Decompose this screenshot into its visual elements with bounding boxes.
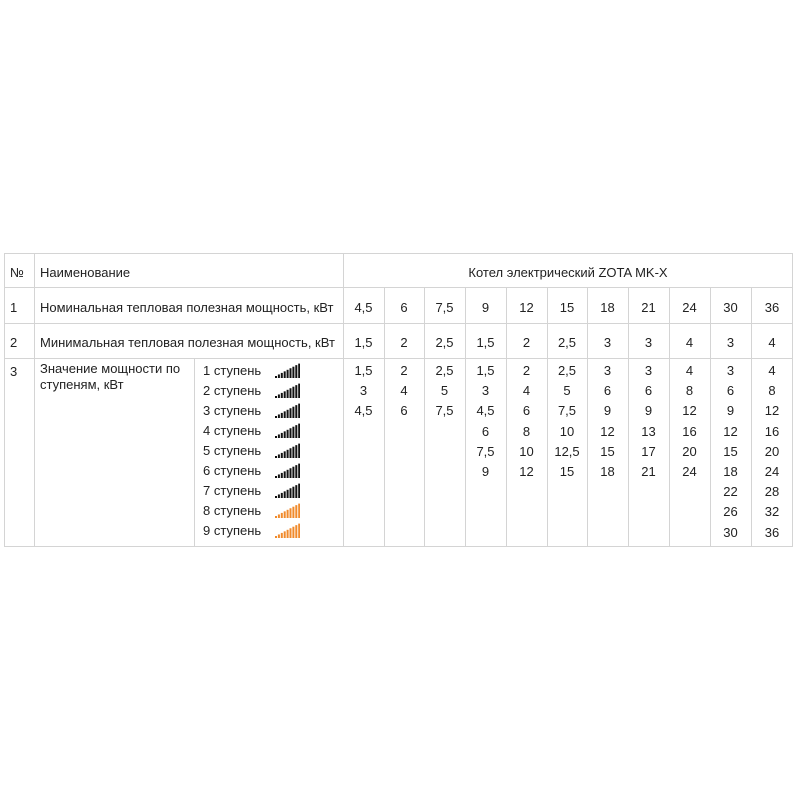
bar (281, 513, 283, 518)
grid-line (424, 287, 425, 547)
grid-line (4, 358, 793, 359)
stage-value: 20 (764, 443, 780, 459)
grid-line (628, 287, 629, 547)
stage-label: 5 ступень (203, 443, 262, 458)
stage-value-column (587, 361, 628, 482)
bar (298, 464, 300, 478)
grid-line (384, 287, 385, 547)
stage-value: 4 (522, 383, 531, 399)
bar (298, 484, 300, 498)
value-cell: 4 (768, 335, 776, 350)
stage-bars-icon (274, 442, 300, 458)
grid-line (4, 323, 793, 324)
bar (287, 390, 289, 398)
stage-value: 6 (726, 383, 735, 399)
grid-line (4, 287, 793, 288)
stage-value: 4,5 (354, 403, 373, 419)
stage-value-column (384, 361, 424, 422)
stage-value: 21 (641, 464, 656, 480)
stage-value: 12 (519, 464, 534, 480)
value-cell: 15 (559, 300, 575, 315)
stage-value: 1,5 (476, 363, 495, 378)
stage-value: 2 (400, 363, 408, 378)
stage-value: 5 (563, 383, 571, 399)
stage-value: 9 (481, 464, 490, 480)
stage-bars-icon (274, 382, 300, 398)
bar (290, 388, 292, 398)
bar (281, 433, 283, 438)
value-cell: 1,5 (476, 335, 495, 350)
grid-line (4, 253, 793, 254)
stage-value: 9 (644, 403, 653, 419)
bar (292, 447, 294, 458)
grid-line (547, 287, 548, 547)
stage-bars-icon (274, 482, 300, 498)
stage-value-column (751, 361, 793, 543)
stage-bars-icon (274, 522, 300, 538)
row-2-num: 2 (10, 335, 18, 350)
stage-value: 7,5 (476, 443, 495, 459)
bar (290, 368, 292, 378)
bar (298, 424, 300, 438)
stage-value: 18 (600, 464, 615, 480)
stage-label: 8 ступень (203, 503, 262, 518)
stage-value: 26 (723, 504, 738, 520)
stage-value: 7,5 (557, 403, 577, 419)
stage-value: 15 (723, 443, 738, 459)
stage-value: 9 (726, 403, 735, 419)
stage-value: 2 (522, 363, 531, 378)
stage-label: 2 ступень (203, 383, 262, 398)
bar (281, 373, 283, 378)
bar (275, 396, 277, 398)
bar (298, 504, 300, 518)
bar (292, 527, 294, 538)
stage-value: 3 (644, 363, 653, 378)
bar (292, 427, 294, 438)
grid-line (465, 287, 466, 547)
value-cell: 9 (481, 300, 490, 315)
stage-value: 36 (764, 524, 780, 540)
spec-table (4, 253, 793, 547)
bar (278, 374, 280, 378)
grid-line (4, 253, 5, 547)
bar (290, 508, 292, 518)
stage-value-column (343, 361, 384, 422)
stage-value: 8 (768, 383, 776, 399)
stage-value: 24 (682, 464, 697, 480)
bar (284, 531, 286, 538)
stage-value: 3 (726, 363, 735, 378)
stage-value: 2,5 (557, 363, 577, 378)
bar (292, 487, 294, 498)
grid-line (4, 546, 793, 547)
grid-line (710, 287, 711, 547)
stage-value-column (710, 361, 751, 543)
bar (295, 465, 297, 478)
grid-line (792, 253, 793, 547)
bar (292, 367, 294, 378)
bar (275, 536, 277, 538)
bar (295, 445, 297, 458)
value-cell: 36 (764, 300, 780, 315)
bar (275, 376, 277, 378)
value-cell: 30 (723, 300, 738, 315)
bar (281, 393, 283, 398)
bar (281, 453, 283, 458)
stage-value: 9 (603, 403, 612, 419)
bar (287, 430, 289, 438)
stage-value: 18 (723, 464, 738, 480)
header-num: № (10, 265, 24, 280)
stage-bars-icon (274, 402, 300, 418)
bar (284, 431, 286, 438)
stage-value: 3 (359, 383, 368, 399)
bar (298, 444, 300, 458)
bar (295, 365, 297, 378)
stage-value-column (669, 361, 710, 482)
bar (284, 371, 286, 378)
stage-bars-icon (274, 502, 300, 518)
stage-label: 4 ступень (203, 423, 262, 438)
stage-value-column (506, 361, 547, 482)
value-cell: 2,5 (435, 335, 454, 350)
stage-value: 10 (519, 443, 534, 459)
bar (284, 471, 286, 478)
bar (281, 493, 283, 498)
grid-line (194, 358, 195, 547)
stage-label: 7 ступень (203, 483, 262, 498)
value-cell: 2,5 (557, 335, 577, 350)
stage-value: 24 (764, 464, 780, 480)
stage-value: 22 (723, 484, 738, 500)
bar (278, 494, 280, 498)
stage-value: 32 (764, 504, 780, 520)
bar (281, 473, 283, 478)
bar (278, 534, 280, 538)
bar (292, 507, 294, 518)
stage-value: 4 (685, 363, 694, 378)
bar (290, 448, 292, 458)
bar (290, 408, 292, 418)
grid-line (506, 287, 507, 547)
row-1-num: 1 (10, 300, 18, 315)
bar (298, 364, 300, 378)
bar (275, 496, 277, 498)
stage-value: 4 (768, 363, 776, 378)
bar (290, 528, 292, 538)
value-cell: 4 (685, 335, 694, 350)
stage-value: 3 (603, 363, 612, 378)
grid-line (587, 287, 588, 547)
value-cell: 2 (522, 335, 531, 350)
stage-value: 2,5 (435, 363, 454, 378)
bar (284, 511, 286, 518)
stage-value: 12 (600, 423, 615, 439)
stage-value: 1,5 (354, 363, 373, 378)
stage-label: 1 ступень (203, 363, 262, 378)
stage-bars-icon (274, 362, 300, 378)
header-model: Котел электрический ZOTA MK-X (468, 265, 668, 280)
stage-value: 15 (600, 443, 615, 459)
bar (298, 524, 300, 538)
bar (295, 385, 297, 398)
stage-value: 30 (723, 524, 738, 540)
stage-bars-icon (274, 422, 300, 438)
stage-value: 17 (641, 443, 656, 459)
bar (284, 491, 286, 498)
bar (281, 533, 283, 538)
stage-value: 12 (682, 403, 697, 419)
stage-value: 13 (641, 423, 656, 439)
bar (290, 488, 292, 498)
stage-value-column (424, 361, 465, 422)
stage-value: 16 (764, 423, 780, 439)
bar (275, 436, 277, 438)
bar (281, 413, 283, 418)
stage-value: 15 (559, 464, 575, 480)
bar (295, 425, 297, 438)
bar (295, 405, 297, 418)
bar (287, 410, 289, 418)
stage-value-column (628, 361, 669, 482)
bar (292, 407, 294, 418)
grid-line (669, 287, 670, 547)
stage-value: 12,5 (554, 443, 580, 459)
stage-value-column (465, 361, 506, 482)
stage-value: 4 (400, 383, 408, 399)
bar (275, 476, 277, 478)
bar (287, 470, 289, 478)
bar (298, 384, 300, 398)
bar (292, 467, 294, 478)
row-2-name: Минимальная тепловая полезная мощность, кВт (40, 335, 335, 350)
bar (275, 416, 277, 418)
bar (278, 474, 280, 478)
bar (275, 516, 277, 518)
stage-value: 3 (481, 383, 490, 399)
stage-label: 9 ступень (203, 523, 262, 538)
stage-bars-icon (274, 462, 300, 478)
bar (278, 394, 280, 398)
value-cell: 3 (726, 335, 735, 350)
stage-value: 8 (685, 383, 694, 399)
bar (292, 387, 294, 398)
bar (278, 414, 280, 418)
stage-value: 20 (682, 443, 697, 459)
bar (287, 490, 289, 498)
stage-value: 6 (603, 383, 612, 399)
bar (298, 404, 300, 418)
bar (284, 391, 286, 398)
stage-value: 16 (682, 423, 697, 439)
value-cell: 7,5 (435, 300, 454, 315)
bar (290, 428, 292, 438)
bar (287, 370, 289, 378)
stage-value: 5 (440, 383, 449, 399)
value-cell: 2 (400, 335, 408, 350)
bar (295, 525, 297, 538)
value-cell: 4,5 (354, 300, 373, 315)
bar (287, 530, 289, 538)
stage-value-column (547, 361, 587, 482)
stage-value: 6 (481, 423, 490, 439)
bar (278, 434, 280, 438)
stage-value: 10 (559, 423, 575, 439)
grid-line (343, 253, 344, 547)
stage-value: 8 (522, 423, 531, 439)
bar (278, 514, 280, 518)
stage-value: 4,5 (476, 403, 495, 419)
stage-value: 12 (764, 403, 780, 419)
stage-label: 3 ступень (203, 403, 262, 418)
bar (295, 485, 297, 498)
value-cell: 6 (400, 300, 408, 315)
value-cell: 12 (519, 300, 534, 315)
row-3-name: Значение мощности по ступеням, кВт (40, 361, 181, 392)
bar (295, 505, 297, 518)
row-3-num: 3 (10, 364, 18, 379)
stage-value: 6 (644, 383, 653, 399)
bar (287, 450, 289, 458)
bar (284, 411, 286, 418)
bar (287, 510, 289, 518)
value-cell: 1,5 (354, 335, 373, 350)
stage-value: 12 (723, 423, 738, 439)
row-1-name: Номинальная тепловая полезная мощность, кВт (40, 300, 334, 315)
bar (290, 468, 292, 478)
grid-line (751, 287, 752, 547)
stage-value: 6 (400, 403, 408, 419)
header-name: Наименование (40, 265, 131, 280)
bar (278, 454, 280, 458)
value-cell: 3 (603, 335, 612, 350)
grid-line (34, 253, 35, 547)
bar (275, 456, 277, 458)
stage-value: 6 (522, 403, 531, 419)
stage-value: 7,5 (435, 403, 454, 419)
bar (284, 451, 286, 458)
stage-label: 6 ступень (203, 463, 262, 478)
stage-value: 28 (764, 484, 780, 500)
value-cell: 18 (600, 300, 615, 315)
value-cell: 24 (682, 300, 697, 315)
value-cell: 3 (644, 335, 653, 350)
value-cell: 21 (641, 300, 656, 315)
